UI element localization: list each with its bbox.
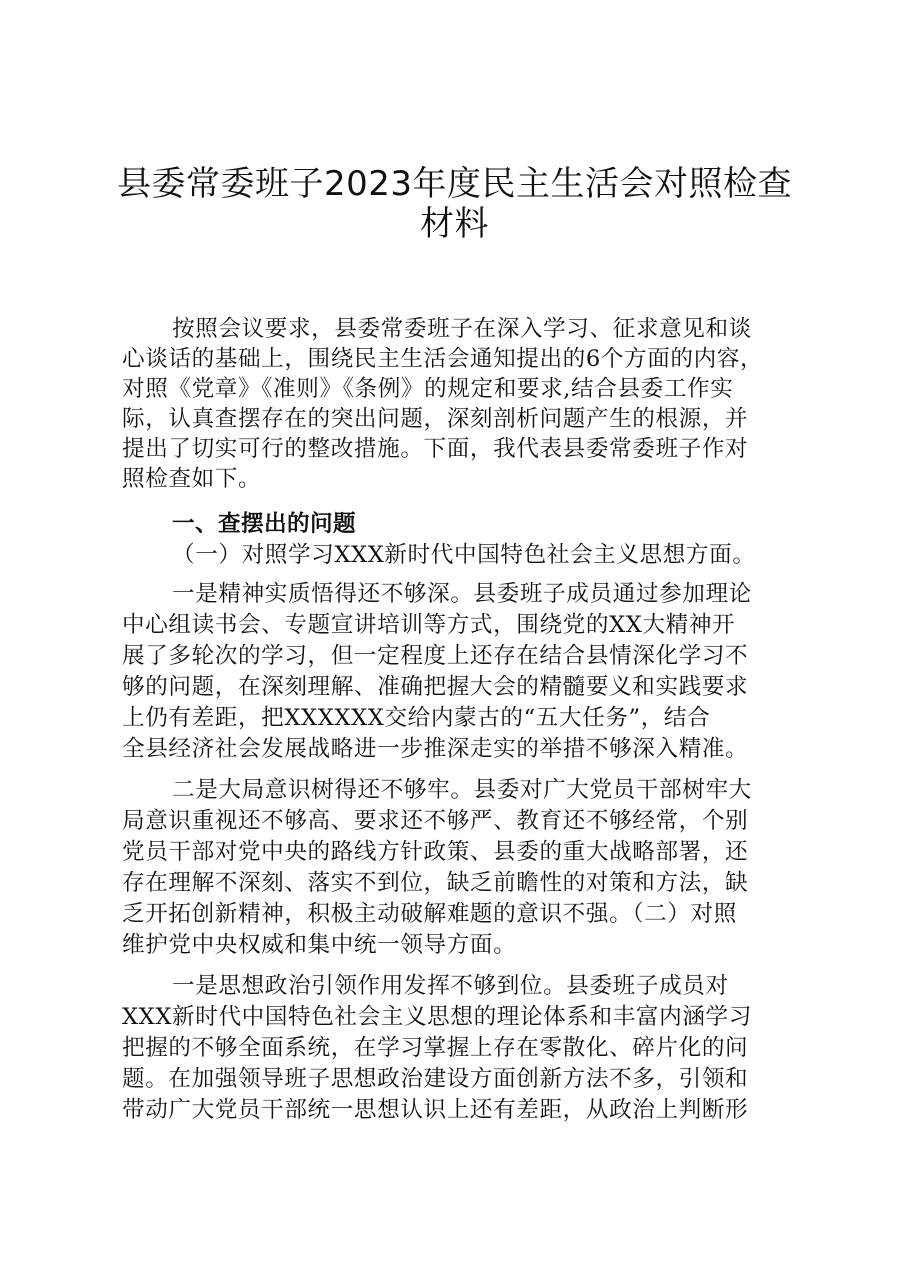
body-line: 把握的不够全面系统，在学习掌握上存在零散化、碎片化的问 [122, 1035, 749, 1061]
body-line: 中心组读书会、专题宣讲培训等方式，围绕党的XX大精神开 [122, 612, 736, 638]
body-line: 一是思想政治引领作用发挥不够到位。县委班子成员对 [172, 973, 729, 999]
body-line: 展了多轮次的学习，但一定程度上还存在结合县情深化学习不 [122, 643, 749, 669]
body-line: 按照会议要求，县委常委班子在深入学习、征求意见和谈 [172, 316, 752, 342]
body-line: 题。在加强领导班子思想政治建设方面创新方法不多，引领和 [122, 1066, 749, 1092]
body-line: XXX新时代中国特色社会主义思想的理论体系和丰富内涵学习 [122, 1004, 752, 1030]
body-line: 局意识重视还不够高、要求还不够严、教育还不够经常，个别 [122, 808, 749, 834]
body-line: 对照《党章》《准则》《条例》的规定和要求,结合县委工作实 [122, 376, 734, 402]
body-line: 够的问题，在深刻理解、准确把握大会的精髓要义和实践要求 [122, 674, 749, 700]
subsection-heading: （一）对照学习XXX新时代中国特色社会主义思想方面。 [172, 542, 756, 568]
body-line: 一是精神实质悟得还不够深。县委班子成员通过参加理论 [172, 581, 752, 607]
document-title-line-2: 材料 [420, 204, 489, 244]
body-line: 心谈话的基础上，围绕民主生活会通知提出的6个方面的内容， [122, 346, 764, 372]
section-heading: 一、查摆出的问题 [172, 511, 356, 537]
body-line: 乏开拓创新精神，积极主动破解难题的意识不强。（二）对照 [122, 901, 737, 927]
body-line: 上仍有差距，把XXXXXX交给内蒙古的“五大任务”，结合 [122, 705, 711, 731]
body-line: 二是大局意识树得还不够牢。县委对广大党员干部树牢大 [172, 777, 752, 803]
document-title-line-1: 县委常委班子2023年度民主生活会对照检查 [116, 164, 793, 204]
body-line: 维护党中央权威和集中统一领导方面。 [122, 932, 517, 958]
body-line: 存在理解不深刻、落实不到位，缺乏前瞻性的对策和方法，缺 [122, 870, 749, 896]
body-line: 党员干部对党中央的路线方针政策、县委的重大战略部署，还 [122, 839, 749, 865]
body-line: 全县经济社会发展战略进一步推深走实的举措不够深入精准。 [122, 736, 749, 762]
body-line: 带动广大党员干部统一思想认识上还有差距，从政治上判断形 [122, 1097, 749, 1123]
body-line: 际，认真查摆存在的突出问题，深刻剖析问题产生的根源，并 [122, 406, 749, 432]
body-line: 照检查如下。 [122, 466, 262, 492]
body-line: 提出了切实可行的整改措施。下面，我代表县委常委班子作对 [122, 436, 749, 462]
